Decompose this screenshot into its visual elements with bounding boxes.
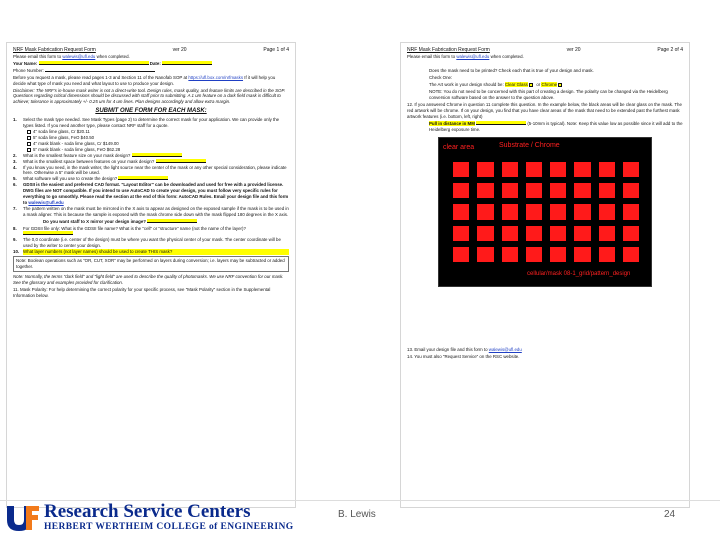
- chrome-pad: [453, 226, 469, 241]
- question-number: 7.: [13, 205, 17, 211]
- chrome-pad: [477, 247, 493, 262]
- polarity-block: [407, 68, 683, 101]
- chrome-pad: [550, 162, 566, 177]
- question-number: 9.: [13, 237, 17, 243]
- chrome-pad: [502, 183, 518, 198]
- chrome-pad: [477, 162, 493, 177]
- date-field[interactable]: [162, 61, 212, 65]
- phone-line: [13, 68, 289, 74]
- chrome-pad: [599, 226, 615, 241]
- chrome-pad: [453, 183, 469, 198]
- chrome-pad: [526, 162, 542, 177]
- chrome-pad: [526, 226, 542, 241]
- chrome-pad: [477, 183, 493, 198]
- question-list: [13, 117, 289, 129]
- phone-label: Phone Number:: [13, 67, 44, 73]
- chrome-pad: [502, 247, 518, 262]
- chrome-pad: [574, 183, 590, 198]
- question-4: [13, 165, 289, 177]
- org-title: Research Service Centers: [44, 501, 251, 522]
- chrome-pad: [574, 226, 590, 241]
- chrome-pad: [574, 162, 590, 177]
- email-suffix: when completed.: [96, 54, 130, 59]
- chrome-pad-grid: [453, 162, 639, 262]
- slide-number: 24: [664, 509, 676, 520]
- mask-option-label: 5" soda lime glass, FeO $40.50: [33, 134, 95, 140]
- figure-label-bottom: cellular/mask 08-1_grid/pattern_design: [527, 270, 631, 277]
- question-text: What is the smallest space between features on your mask design?: [23, 158, 155, 164]
- email-link[interactable]: walewis@ufl.edu: [488, 346, 522, 352]
- chrome-pad: [526, 183, 542, 198]
- email-prefix: Please email this form to: [13, 54, 62, 59]
- question-text: What software will you use to create the design?: [23, 176, 118, 182]
- question-body: [23, 182, 289, 206]
- sop-link[interactable]: https://ufl.box.com/nrfmasks: [188, 74, 244, 80]
- xmirror-field[interactable]: [147, 219, 197, 223]
- header-title: NRF Mask Fabrication Request Form: [13, 47, 96, 53]
- chrome-pad: [502, 226, 518, 241]
- question-text: 11. Mask Polarity: For help determining the correct polarity for your specific process, see "Mask Polarity" section in the Supplemental Information below.: [13, 286, 271, 298]
- gdsii-name-field[interactable]: [23, 231, 73, 235]
- chrome-pad: [453, 204, 469, 219]
- submit-title: SUBMIT ONE FORM FOR EACH MASK:: [95, 108, 207, 115]
- polarity-intro: Does the mask need to be printed? Check each that is true of your design and mask.: [429, 67, 594, 73]
- question-text: GDSII is the easiest and preferred CAD format. "Layout Editor" can be downloaded and used for free with a provided license. DWG files are NOT compatible. If you intend to use AutoCAD to create your design, you must follow very specific rules for everything to go smoothly. Please read the section at the end of this form: AutoCAD Rules. Email your design file and this form to: [23, 182, 289, 205]
- question-text: What layer numbers (not layer names) should be used to create THIS mask?: [23, 249, 289, 255]
- chrome-pad: [623, 247, 639, 262]
- pullin-line: [407, 121, 683, 133]
- question-number: 6.: [13, 182, 17, 188]
- chrome-pad: [574, 247, 590, 262]
- artwork-prefix: The Art work in your design should be:: [429, 81, 504, 87]
- clear-glass-checkbox[interactable]: [529, 83, 533, 87]
- pullin-note: (5-10mm is typical). Note: Keep this value low as possible since it will add to the Heidelberg exposure time.: [429, 121, 683, 133]
- mask-example-figure: [438, 137, 652, 287]
- uf-logo: [6, 504, 40, 532]
- question-text: Select the mask type needed. See Mask Types (page 2) to determine the correct mask for your application. We can provide only the types listed. If you need another type, please contact NRF staff for a quote.: [23, 117, 280, 129]
- disclaimer: Disclaimer: The NRF's in-house mask writer is not a direct-write tool. Design rules, mask quality, and feature limits are described in the SOP. Questions regarding critical dimensions should be discussed with staff prior to submitting. A 1 um feature on a dark field mask is difficult to achieve; tolerance is approximately +/- 0.25 um for 4 um lines. Plan designs accordingly and allow extra margin.: [13, 87, 286, 105]
- question-13: [407, 347, 683, 353]
- question-text: If you know you need, in the mask writer, the light source near the center of the mask or any other special consideration, please indicate here. Otherwise a 5" mask will be used.: [23, 164, 287, 176]
- name-label: Your Name:: [13, 60, 38, 66]
- email-suffix: when completed.: [490, 54, 524, 59]
- checkbox[interactable]: [27, 148, 31, 152]
- name-line: [13, 61, 289, 67]
- email-link[interactable]: walewis@ufl.edu: [28, 199, 64, 205]
- question-list-3: [13, 226, 289, 256]
- chrome-pad: [477, 204, 493, 219]
- email-line: [407, 54, 683, 60]
- page-label: Page 2 of 4: [657, 47, 683, 53]
- question-text: What is the smallest feature size on your mask design?: [23, 152, 131, 158]
- mask-option-label: 4" mask blank - soda lime glass, Cr $149.00: [33, 140, 119, 146]
- or-label: or: [536, 81, 541, 87]
- form-page-2: [400, 42, 690, 508]
- chrome-pad: [453, 162, 469, 177]
- question-text: For GDSII file only: What is the GDSII file name? What is the "cell" or "structure" name (not the name of the layer)?: [23, 225, 246, 231]
- chrome-pad: [599, 162, 615, 177]
- question-14: 14. You must also "Request Service" on the RSC website.: [407, 353, 520, 359]
- question-text: 13. Email your design file and this form to: [407, 346, 488, 352]
- chrome-pad: [526, 247, 542, 262]
- chrome-pad: [599, 183, 615, 198]
- chrome-pad: [623, 183, 639, 198]
- chrome-pad: [550, 183, 566, 198]
- question-number: 5.: [13, 176, 17, 182]
- question-number: 2.: [13, 152, 17, 158]
- boolean-note: Note: Boolean operations such as "OR, CUT, XOR" may be performed on layers during conversion; i.e. layers may be subtracted or added together.: [13, 256, 289, 272]
- date-label: Date:: [149, 60, 161, 66]
- phone-field[interactable]: [45, 68, 155, 72]
- chrome-pad: [477, 226, 493, 241]
- chrome-pad: [550, 247, 566, 262]
- intro-text: Before you request a mask, please read pages 1-3 and Section 11 of the Nanofab SOP at: [13, 74, 188, 80]
- chrome-pad: [599, 247, 615, 262]
- question-11: [13, 287, 289, 299]
- polarity-note: Note: Normally, the terms "dark field" and "light field" are used to describe the quality of photomasks. We use NRF convention for our mask. See the glossary and examples provided for clarification.: [13, 273, 284, 285]
- chrome-pad: [550, 204, 566, 219]
- question-number: 8.: [13, 225, 17, 231]
- question-number: 1.: [13, 117, 17, 123]
- question-number: 3.: [13, 158, 17, 164]
- chrome-option[interactable]: Chrome: [541, 81, 558, 87]
- page-header: [13, 47, 289, 53]
- header-title: NRF Mask Fabrication Request Form: [407, 47, 490, 53]
- email-prefix: Please email this form to: [407, 54, 456, 59]
- email-link[interactable]: walewis@ufl.edu: [62, 54, 96, 59]
- chrome-pad: [574, 204, 590, 219]
- form-page-1: [6, 42, 296, 508]
- mask-option-label: 5" mask blank - soda lime glass, FeO $62.28: [33, 146, 121, 152]
- email-line: [13, 54, 289, 60]
- question-8: [13, 226, 289, 238]
- checkbox[interactable]: [27, 142, 31, 146]
- answer-field[interactable]: [132, 153, 182, 157]
- chrome-pad: [623, 204, 639, 219]
- college-name: HERBERT WERTHEIM COLLEGE of ENGINEERING: [44, 522, 294, 532]
- question-body: [23, 226, 289, 238]
- xmirror-text: Do you want staff to X mirror your design image?: [43, 218, 146, 224]
- answer-field[interactable]: [118, 176, 168, 180]
- xmirror-line: [13, 219, 289, 225]
- question-6: [13, 182, 289, 206]
- question-12: 12. If you answered Chrome in question 11 complete this question. In the example below, the black areas will be clear glass on the mask. The red artwork will be chrome. If on your design, you find that you have clear areas of the mask that need to be extended past the furthest mask artwork features (i.e. bottom, left, right): [407, 102, 682, 120]
- artwork-line: [429, 82, 683, 88]
- chrome-pad: [526, 204, 542, 219]
- chrome-pad: [550, 226, 566, 241]
- intro-paragraph: [13, 75, 289, 87]
- question-7: [13, 206, 289, 218]
- question-1: [13, 117, 289, 129]
- question-list-2: [13, 153, 289, 218]
- question-text: The pattern written on the mask must be mirrored in the X axis to appear as designed on the exposed sample if the mask is to be used in a mask aligner. This is because the sample is exposed with the mask chrome side down with the mask flipped 180 degrees in the X axis.: [23, 205, 289, 217]
- artwork-note: NOTE: You do not need to be concerned with this part of creating a design. The polarity can be changed via the Heidelberg conversion software based on the answer to the question above.: [429, 88, 668, 100]
- question-10: [13, 249, 289, 255]
- check-one: Check One:: [429, 74, 453, 80]
- header-version: ver 20: [566, 47, 581, 53]
- question-text: The 0,0 coordinate (i.e. center of the design) must be where you want the physical center of your mask. The center coordinate will be used by the writer to center your design.: [23, 237, 281, 249]
- answer-field[interactable]: [156, 159, 206, 163]
- intro-text-2: If it will help you decide what type of mask you need and what layout to use to produce your design.: [13, 74, 276, 86]
- pullin-field[interactable]: [476, 121, 526, 125]
- pullin-label: Pull in distance in MM: [429, 121, 475, 127]
- mask-option-label: 4" soda lime glass, Cr $20.11: [33, 129, 90, 135]
- chrome-pad: [623, 226, 639, 241]
- email-link[interactable]: walewis@ufl.edu: [456, 54, 490, 59]
- chrome-checkbox[interactable]: [558, 83, 562, 87]
- clear-glass-option[interactable]: Clear Glass: [504, 81, 528, 87]
- chrome-pad: [599, 204, 615, 219]
- page-header: [407, 47, 683, 53]
- checkbox[interactable]: [27, 130, 31, 134]
- chrome-pad: [502, 204, 518, 219]
- question-9: [13, 237, 289, 249]
- chrome-pad: [623, 162, 639, 177]
- page-label: Page 1 of 4: [263, 47, 289, 53]
- question-number: 10.: [13, 249, 20, 255]
- chrome-pad: [453, 247, 469, 262]
- checkbox[interactable]: [27, 136, 31, 140]
- figure-label-top: Substrate / Chrome: [499, 141, 560, 149]
- header-version: ver 20: [172, 47, 187, 53]
- name-field[interactable]: [39, 61, 149, 65]
- presenter-name: B. Lewis: [338, 509, 376, 520]
- figure-label-left: clear area: [443, 143, 475, 151]
- chrome-pad: [502, 162, 518, 177]
- question-number: 4.: [13, 164, 17, 170]
